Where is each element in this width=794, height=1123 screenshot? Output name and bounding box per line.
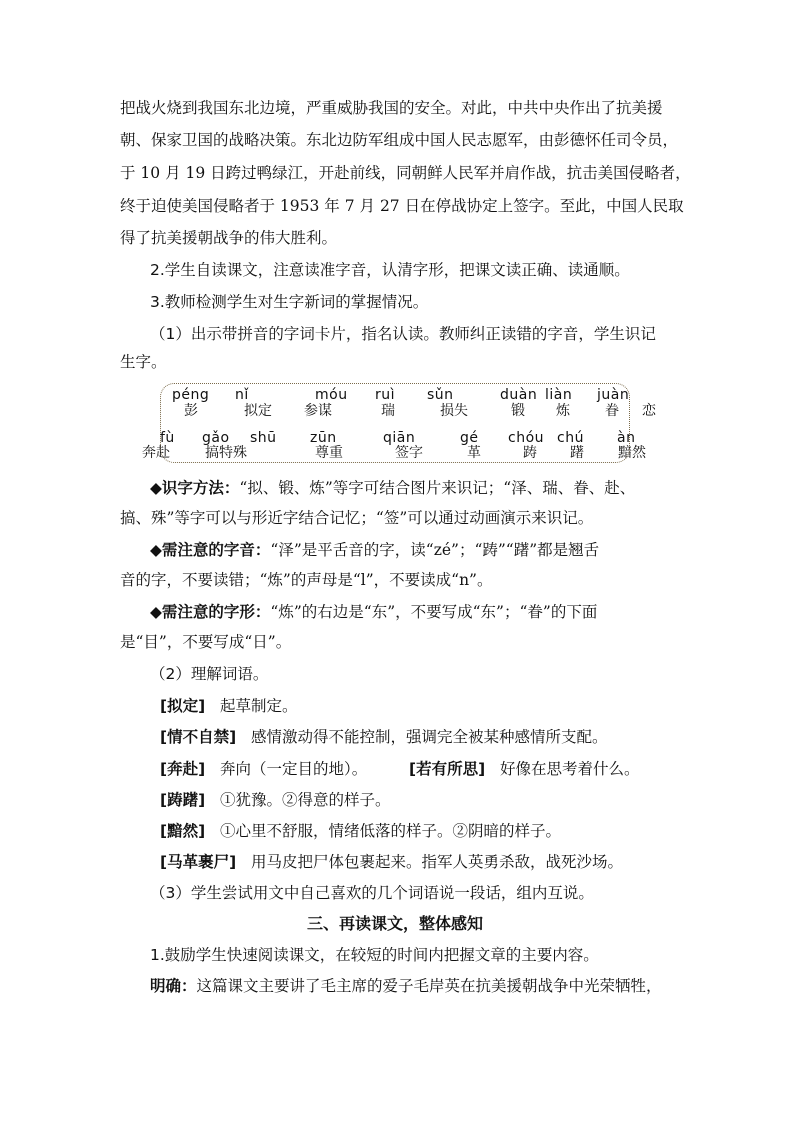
section-heading: 三、再读课文，整体感知 [307, 914, 484, 933]
vocab-term: [奔赴] [160, 760, 206, 778]
pinyin: ruì [375, 387, 396, 403]
vocab-entry [160, 759, 367, 779]
pinyin: chóu [508, 430, 545, 446]
answer-text: 这篇课文主要讲了毛主席的爱子毛岸英在抗美援朝战争中光荣牺牲， [196, 977, 662, 995]
vocab-entry [160, 821, 561, 841]
vocab-term: [踌躇] [160, 791, 206, 809]
vocab-intro: （2）理解词语。 [150, 665, 269, 683]
vocab-entry [409, 759, 639, 779]
card-word: 拟定 [244, 403, 272, 419]
pinyin: gé [460, 430, 479, 446]
method-label: ◆识字方法： [150, 479, 240, 497]
substep-3: （3）学生尝试用文中自己喜欢的几个词语说一段话，组内互说。 [150, 884, 594, 902]
pinyin: chú [557, 430, 584, 446]
card-word: 彭 [184, 403, 198, 419]
paragraph-line: 得了抗美援朝战争的伟大胜利。 [120, 229, 338, 247]
card-word: 尊重 [315, 445, 343, 461]
shape-note-cont: 是“目”，不要写成“日”。 [120, 633, 292, 651]
pinyin: juàn [597, 387, 630, 403]
vocab-entry [160, 727, 607, 747]
paragraph-line: 终于迫使美国侵略者于 1953 年 7 月 27 日在停战协定上签字。至此，中国人民取 [120, 197, 684, 215]
pronunciation-label: ◆需注意的字音： [150, 541, 271, 559]
pinyin: liàn [545, 387, 573, 403]
vocab-term: [拟定] [160, 697, 206, 715]
card-word: 损失 [440, 403, 468, 419]
paragraph-line: 把战火烧到我国东北边境，严重威胁我国的安全。对此，中共中央作出了抗美援 [120, 99, 663, 117]
vocab-definition: ①心里不舒服，情绪低落的样子。②阴暗的样子。 [219, 822, 561, 840]
card-word: 参谋 [304, 403, 332, 419]
pronunciation-note-cont: 音的字，不要读错；“炼”的声母是“l”，不要读成“n”。 [120, 571, 493, 589]
shape-note [150, 602, 597, 622]
pinyin: gǎo [202, 430, 230, 446]
card-word: 躇 [570, 445, 584, 461]
vocab-entry [160, 696, 297, 716]
method-text: “拟、锻、炼”等字可结合图片来识记；“泽、瑞、眷、赴、 [239, 479, 636, 497]
vocab-entry [160, 790, 390, 810]
method-note-cont: 搞、殊”等字可以与形近字结合记忆；“签”可以通过动画演示来识记。 [120, 509, 594, 527]
vocab-term: [若有所思] [409, 760, 486, 778]
vocab-definition: 奔向（一定目的地）。 [219, 760, 368, 778]
shape-label: ◆需注意的字形： [150, 603, 271, 621]
pinyin: qiān [383, 430, 416, 446]
paragraph-line: 于 10 月 19 日跨过鸭绿江，开赴前线，同朝鲜人民军并肩作战，抗击美国侵略者， [120, 164, 691, 182]
card-word: 瑞 [381, 403, 395, 419]
card-word: 搞特殊 [205, 445, 247, 461]
vocab-term: [情不自禁] [160, 728, 237, 746]
vocab-definition: 用马皮把尸体包裹起来。指军人英勇杀敌，战死沙场。 [250, 853, 623, 871]
substep-1-cont: 生字。 [120, 353, 167, 371]
pinyin: àn [617, 430, 636, 446]
pinyin: zūn [310, 430, 337, 446]
answer-label: 明确： [150, 977, 197, 995]
vocab-definition: 起草制定。 [219, 697, 298, 715]
card-word: 革 [467, 445, 481, 461]
pinyin: móu [315, 387, 348, 403]
vocab-term: [马革裹尸] [160, 853, 237, 871]
card-word: 踌 [523, 445, 537, 461]
card-word: 签字 [395, 445, 423, 461]
pinyin: sǔn [427, 387, 454, 403]
step-2: 2.学生自读课文，注意读准字音，认清字形，把课文读正确、读通顺。 [150, 261, 630, 279]
section-step-1: 1.鼓励学生快速阅读课文，在较短的时间内把握文章的主要内容。 [150, 946, 599, 964]
card-word: 炼 [556, 403, 570, 419]
step-3: 3.教师检测学生对生字新词的掌握情况。 [150, 293, 429, 311]
card-word: 锻 [511, 403, 525, 419]
vocab-definition: 好像在思考着什么。 [499, 760, 640, 778]
pronunciation-text: “泽”是平舌音的字，读“zé”；“踌”“躇”都是翘舌 [270, 541, 600, 559]
paragraph-line: 朝、保家卫国的战略决策。东北边防军组成中国人民志愿军，由彭德怀任司令员， [120, 131, 679, 149]
card-word: 黯然 [618, 445, 646, 461]
card-word: 奔赴 [142, 445, 170, 461]
vocab-definition: ①犹豫。②得意的样子。 [219, 791, 391, 809]
pronunciation-note [150, 540, 599, 560]
vocab-term: [黯然] [160, 822, 206, 840]
pinyin: péng [172, 387, 210, 403]
pinyin: nǐ [235, 387, 249, 403]
shape-text: “炼”的右边是“东”，不要写成“东”；“眷”的下面 [270, 603, 598, 621]
answer-line [150, 976, 662, 996]
substep-1: （1）出示带拼音的字词卡片，指名认读。教师纠正读错的字音，学生识记 [150, 325, 656, 343]
card-word: 眷 [605, 403, 619, 419]
method-note [150, 478, 635, 498]
pinyin: shū [250, 430, 277, 446]
pinyin: fù [160, 430, 175, 446]
pinyin: duàn [500, 387, 538, 403]
vocab-definition: 感情激动得不能控制，强调完全被某种感情所支配。 [250, 728, 608, 746]
card-word: 恋 [642, 403, 656, 419]
vocab-entry [160, 852, 623, 872]
